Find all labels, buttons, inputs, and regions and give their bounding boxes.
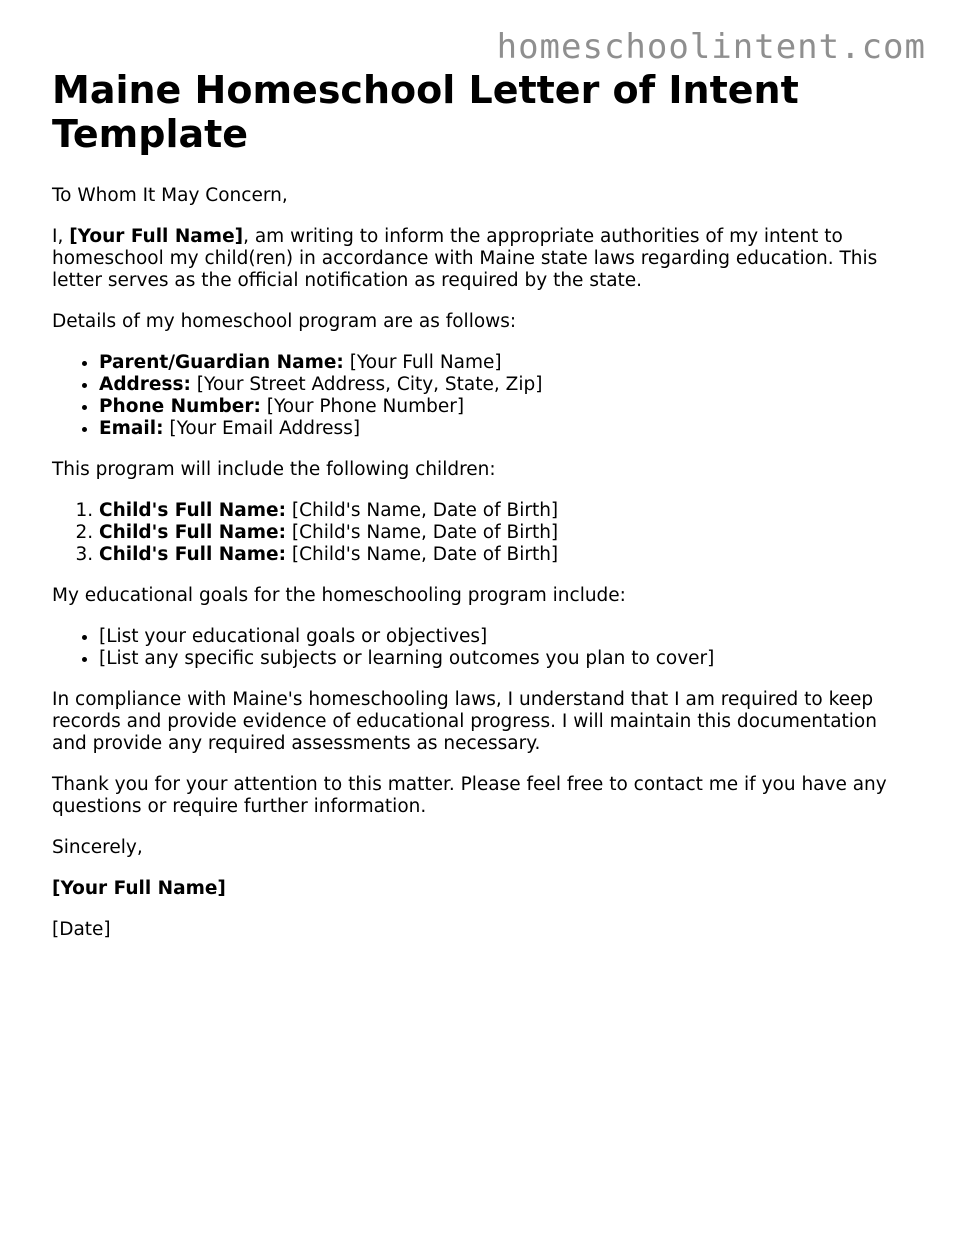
- intro-paragraph: [52, 226, 912, 292]
- intro-name-placeholder: [Your Full Name]: [69, 226, 244, 247]
- child-label: Child's Full Name:: [99, 544, 286, 565]
- list-item: [99, 544, 912, 566]
- children-heading: This program will include the following children:: [52, 459, 496, 480]
- compliance-paragraph: In compliance with Maine's homeschooling laws, I understand that I am required to keep records and provide evidence of educational progress. I will maintain this documentation and provide any required assessments as necessary.: [52, 689, 877, 754]
- child-value: [Child's Name, Date of Birth]: [286, 522, 559, 543]
- list-item: [99, 500, 912, 522]
- detail-label: Parent/Guardian Name:: [99, 352, 344, 373]
- detail-label: Address:: [99, 374, 191, 395]
- detail-value: [Your Full Name]: [343, 352, 502, 373]
- signature-name: [Your Full Name]: [52, 878, 226, 899]
- child-label: Child's Full Name:: [99, 522, 286, 543]
- closing: Sincerely,: [52, 837, 143, 858]
- thanks-paragraph: Thank you for your attention to this matter. Please feel free to contact me if you have any questions or require further information.: [52, 774, 887, 817]
- detail-value: [Your Street Address, City, State, Zip]: [190, 374, 543, 395]
- child-label: Child's Full Name:: [99, 500, 286, 521]
- detail-label: Email:: [99, 418, 164, 439]
- list-item: [99, 374, 912, 396]
- goals-heading: My educational goals for the homeschooling program include:: [52, 585, 626, 606]
- date-line: [Date]: [52, 919, 111, 940]
- list-item: • [List your educational goals or objectives]: [99, 626, 912, 648]
- intro-rest: , am writing to inform the appropriate authorities of my intent to homeschool my child(ren) in accordance with Maine state laws regarding education. This letter serves as the official notification as required by the state.: [52, 226, 878, 291]
- page-title: Maine Homeschool Letter of Intent Template: [52, 68, 799, 156]
- intro-prefix: I,: [52, 226, 70, 247]
- greeting: To Whom It May Concern,: [52, 185, 288, 206]
- child-value: [Child's Name, Date of Birth]: [286, 500, 559, 521]
- list-item: [99, 522, 912, 544]
- details-list: [52, 352, 912, 440]
- list-item: [99, 418, 912, 440]
- watermark: homeschoolintent.com: [496, 27, 926, 67]
- child-value: [Child's Name, Date of Birth]: [286, 544, 559, 565]
- detail-label: Phone Number:: [99, 396, 261, 417]
- list-item: [99, 396, 912, 418]
- goals-list: [52, 626, 912, 670]
- children-list: [52, 500, 912, 566]
- letter-document: [52, 68, 912, 960]
- detail-value: [Your Phone Number]: [260, 396, 465, 417]
- signature: [52, 878, 912, 900]
- details-heading: Details of my homeschool program are as follows:: [52, 311, 517, 332]
- list-item: [99, 352, 912, 374]
- detail-value: [Your Email Address]: [163, 418, 361, 439]
- list-item: • [List any specific subjects or learning outcomes you plan to cover]: [99, 648, 912, 670]
